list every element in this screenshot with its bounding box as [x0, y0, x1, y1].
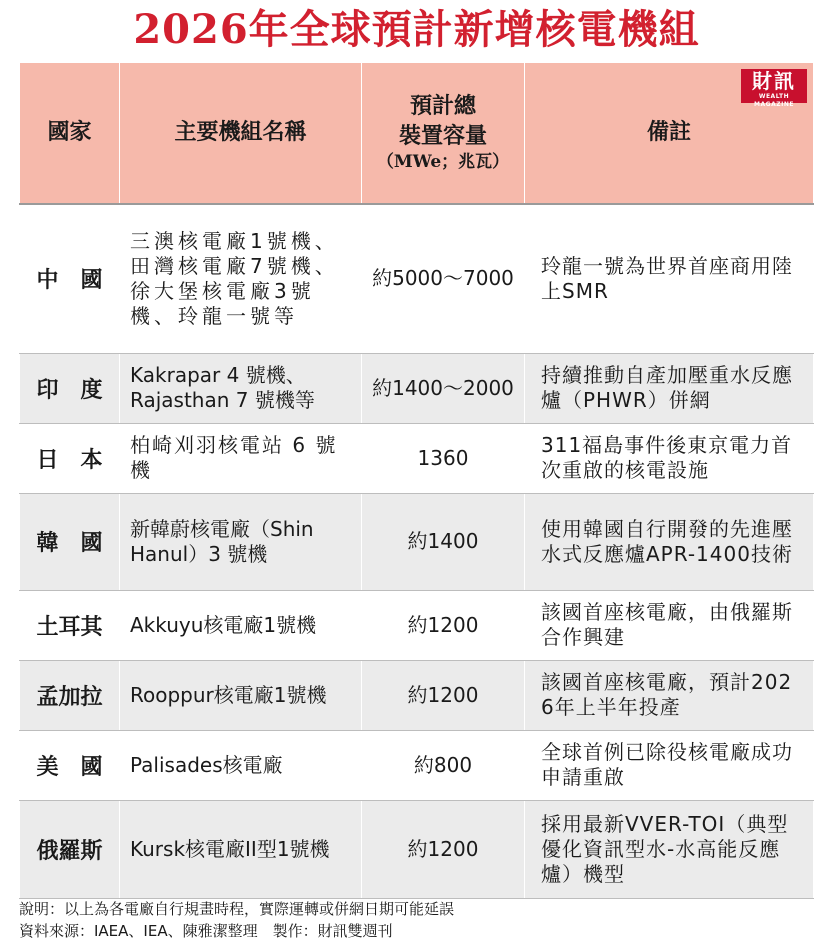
header-capacity-line3: （MWe；兆瓦） — [376, 152, 510, 173]
row-capacity: 1360 — [362, 423, 525, 493]
row-note: 使用韓國自行開發的先進壓水式反應爐APR-1400技術 — [525, 493, 814, 590]
header-capacity — [362, 63, 525, 205]
table-row — [20, 800, 814, 898]
table-row — [20, 590, 814, 660]
row-name: 柏崎刈羽核電站 6 號機 — [120, 423, 362, 493]
header-name: 主要機組名稱 — [120, 63, 362, 205]
row-capacity: 約1400～2000 — [362, 353, 525, 423]
table-row — [20, 204, 814, 353]
header-note-label: 備註 — [646, 119, 691, 146]
row-capacity: 約1200 — [362, 590, 525, 660]
header-capacity-line2: 裝置容量 — [398, 122, 487, 149]
row-country: 中 國 — [20, 204, 120, 353]
reactor-table — [19, 62, 814, 899]
row-country: 韓 國 — [20, 493, 120, 590]
logo-sub-text: WEALTH MAGAZINE — [754, 93, 794, 108]
row-country: 土耳其 — [20, 590, 120, 660]
header-capacity-line1: 預計總 — [409, 92, 476, 119]
row-note: 該國首座核電廠，預計2026年上半年投產 — [525, 660, 814, 730]
row-country: 美 國 — [20, 730, 120, 800]
table-row — [20, 423, 814, 493]
footer-disclaimer: 說明：以上為各電廠自行規畫時程，實際運轉或併網日期可能延誤 — [19, 900, 455, 918]
footer-source: 資料來源：IAEA、IEA、陳雅潔整理 製作：財訊雙週刊 — [19, 922, 393, 940]
row-capacity: 約1400 — [362, 493, 525, 590]
header-country: 國家 — [20, 63, 120, 205]
table-row — [20, 730, 814, 800]
row-country: 印 度 — [20, 353, 120, 423]
row-capacity: 約5000～7000 — [362, 204, 525, 353]
page-title: 2026年全球預計新增核電機組 — [133, 6, 700, 53]
row-name: Akkuyu核電廠1號機 — [120, 590, 362, 660]
row-capacity: 約800 — [362, 730, 525, 800]
row-capacity: 約1200 — [362, 800, 525, 898]
row-name: Kursk核電廠II型1號機 — [120, 800, 362, 898]
row-note: 玲龍一號為世界首座商用陸上SMR — [525, 204, 814, 353]
row-name: Palisades核電廠 — [120, 730, 362, 800]
row-country: 孟加拉 — [20, 660, 120, 730]
table-row — [20, 493, 814, 590]
row-name: 三澳核電廠1號機、田灣核電廠7號機、徐大堡核電廠3號機、玲龍一號等 — [120, 204, 362, 353]
row-name: 新韓蔚核電廠（Shin Hanul）3 號機 — [120, 493, 362, 590]
table-row — [20, 660, 814, 730]
row-name: Rooppur核電廠1號機 — [120, 660, 362, 730]
table-header-row — [20, 63, 814, 205]
wealth-magazine-logo — [741, 69, 807, 108]
row-country: 日 本 — [20, 423, 120, 493]
row-note: 311福島事件後東京電力首次重啟的核電設施 — [525, 423, 814, 493]
row-note: 採用最新VVER-TOI（典型優化資訊型水-水高能反應爐）機型 — [525, 800, 814, 898]
header-note — [525, 63, 814, 205]
row-capacity: 約1200 — [362, 660, 525, 730]
footer-notes — [19, 898, 813, 942]
row-note: 該國首座核電廠，由俄羅斯合作興建 — [525, 590, 814, 660]
row-name: Kakrapar 4 號機、Rajasthan 7 號機等 — [120, 353, 362, 423]
table-row — [20, 353, 814, 423]
logo-main-text: 財訊 — [752, 69, 796, 93]
row-note: 全球首例已除役核電廠成功申請重啟 — [525, 730, 814, 800]
row-country: 俄羅斯 — [20, 800, 120, 898]
row-note: 持續推動自產加壓重水反應爐（PHWR）併網 — [525, 353, 814, 423]
